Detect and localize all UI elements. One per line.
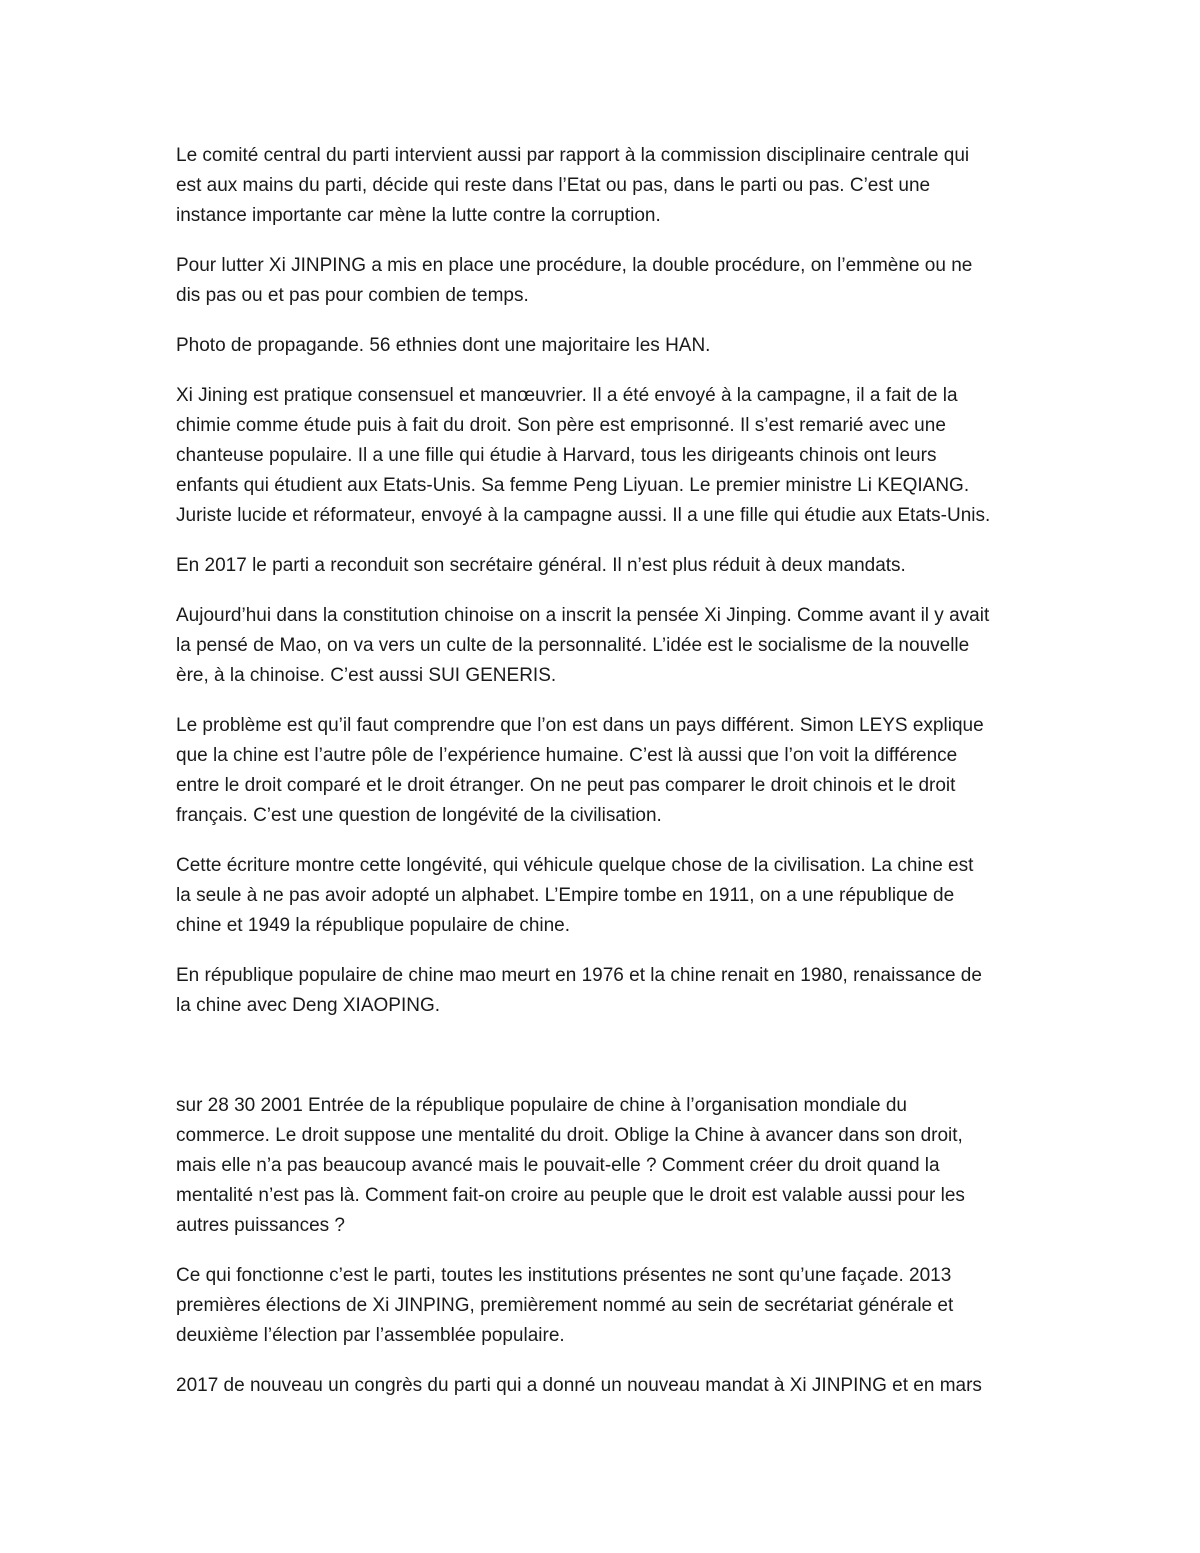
paragraph xyxy=(176,961,1026,1021)
text-line: autres puissances ? xyxy=(176,1215,345,1236)
text-line: la seule à ne pas avoir adopté un alphabet. L’Empire tombe en 1911, on a une république de xyxy=(176,885,955,906)
text-line: entre le droit comparé et le droit étranger. On ne peut pas comparer le droit chinois et le droit xyxy=(176,775,956,796)
text-line: est aux mains du parti, décide qui reste dans l’Etat ou pas, dans le parti ou pas. C’est une xyxy=(176,175,931,196)
document-body xyxy=(176,141,1026,1021)
text-line: mentalité n’est pas là. Comment fait-on croire au peuple que le droit est valable aussi pour les xyxy=(176,1185,965,1206)
text-line: ère, à la chinoise. C’est aussi SUI GENERIS. xyxy=(176,665,557,686)
text-line: deuxième l’élection par l’assemblée populaire. xyxy=(176,1325,565,1346)
paragraph xyxy=(176,251,1026,311)
text-line: premières élections de Xi JINPING, premièrement nommé au sein de secrétariat générale et xyxy=(176,1295,954,1316)
document-body-continued xyxy=(176,1091,1026,1401)
paragraph xyxy=(176,1091,1026,1241)
text-line: sur 28 30 2001 Entrée de la république populaire de chine à l’organisation mondiale du xyxy=(176,1095,907,1116)
paragraph xyxy=(176,1371,1026,1401)
paragraph xyxy=(176,381,1026,531)
text-line: Juriste lucide et réformateur, envoyé à la campagne aussi. Il a une fille qui étudie aux Etats-Unis. xyxy=(176,505,991,526)
paragraph xyxy=(176,1261,1026,1351)
text-line: la pensé de Mao, on va vers un culte de la personnalité. L’idée est le socialisme de la nouvelle xyxy=(176,635,970,656)
paragraph xyxy=(176,711,1026,831)
text-line: chimie comme étude puis à fait du droit. Son père est emprisonné. Il s’est remarié avec une xyxy=(176,415,946,436)
text-line: En 2017 le parti a reconduit son secrétaire général. Il n’est plus réduit à deux mandats. xyxy=(176,555,906,576)
text-line: Xi Jining est pratique consensuel et manœuvrier. Il a été envoyé à la campagne, il a fait de la xyxy=(176,385,958,406)
text-line: dis pas ou et pas pour combien de temps. xyxy=(176,285,529,306)
text-line: Le comité central du parti intervient aussi par rapport à la commission disciplinaire centrale qui xyxy=(176,145,970,166)
text-line: Cette écriture montre cette longévité, qui véhicule quelque chose de la civilisation. La chine est xyxy=(176,855,974,876)
text-line: enfants qui étudient aux Etats-Unis. Sa femme Peng Liyuan. Le premier ministre Li KEQIANG. xyxy=(176,475,970,496)
paragraph xyxy=(176,851,1026,941)
text-line: Photo de propagande. 56 ethnies dont une majoritaire les HAN. xyxy=(176,335,711,356)
text-line: En république populaire de chine mao meurt en 1976 et la chine renait en 1980, renaissance de xyxy=(176,965,982,986)
paragraph xyxy=(176,601,1026,691)
text-line: chanteuse populaire. Il a une fille qui étudie à Harvard, tous les dirigeants chinois ont leurs xyxy=(176,445,937,466)
paragraph xyxy=(176,141,1026,231)
text-line: la chine avec Deng XIAOPING. xyxy=(176,995,441,1016)
text-line: français. C’est une question de longévité de la civilisation. xyxy=(176,805,662,826)
document-page xyxy=(176,141,1026,1421)
text-line: instance importante car mène la lutte contre la corruption. xyxy=(176,205,661,226)
text-line: 2017 de nouveau un congrès du parti qui a donné un nouveau mandat à Xi JINPING et en mars xyxy=(176,1375,982,1396)
text-line: mais elle n’a pas beaucoup avancé mais le pouvait-elle ? Comment créer du droit quand la xyxy=(176,1155,940,1176)
text-line: Ce qui fonctionne c’est le parti, toutes les institutions présentes ne sont qu’une façade. 2013 xyxy=(176,1265,952,1286)
paragraph xyxy=(176,331,1026,361)
paragraph xyxy=(176,551,1026,581)
text-line: chine et 1949 la république populaire de chine. xyxy=(176,915,571,936)
text-line: que la chine est l’autre pôle de l’expérience humaine. C’est là aussi que l’on voit la différence xyxy=(176,745,958,766)
text-line: commerce. Le droit suppose une mentalité du droit. Oblige la Chine à avancer dans son droit, xyxy=(176,1125,963,1146)
text-line: Aujourd’hui dans la constitution chinoise on a inscrit la pensée Xi Jinping. Comme avant il y avait xyxy=(176,605,990,626)
text-line: Pour lutter Xi JINPING a mis en place une procédure, la double procédure, on l’emmène ou ne xyxy=(176,255,973,276)
text-line: Le problème est qu’il faut comprendre que l’on est dans un pays différent. Simon LEYS explique xyxy=(176,715,984,736)
paragraph-gap xyxy=(176,1041,1026,1091)
